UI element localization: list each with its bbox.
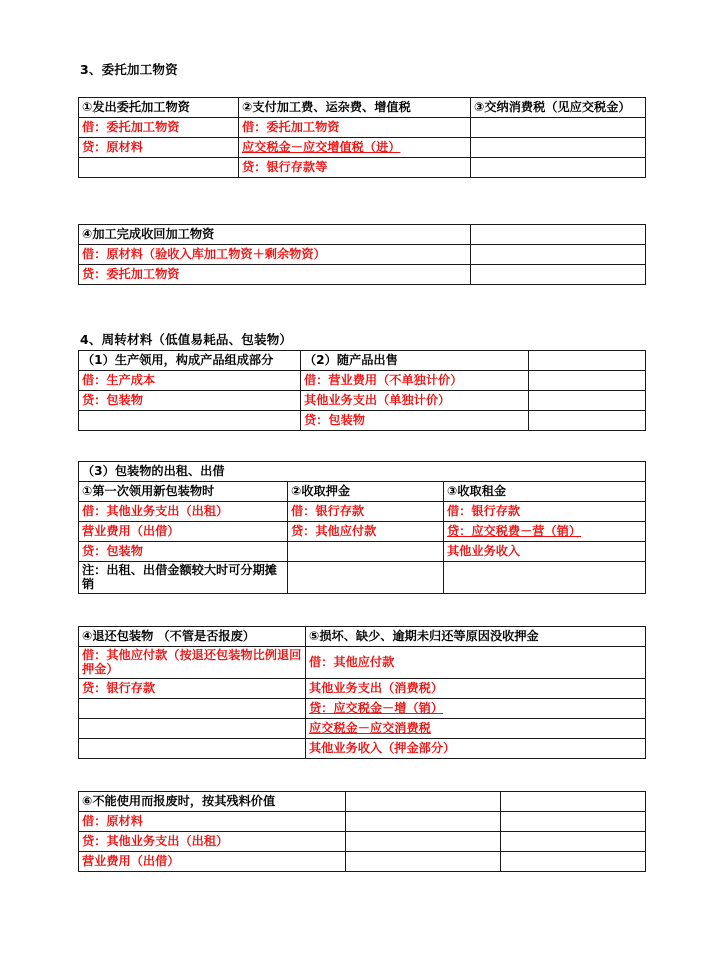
cell-blank [471,158,646,178]
table-packaging-rent-lend [78,461,646,594]
cell-blank [501,792,646,812]
cell-debit-raw-material: 借：原材料 [79,812,346,832]
cell-blank [346,792,501,812]
cell-note-amortization: 注：出租、出借金额较大时可分期摊销 [79,562,288,594]
table-row [79,118,646,138]
cell-debit-other-business: 借：其他业务支出（出租） [79,502,288,522]
cell-blank [79,158,239,178]
cell-debit-2: 借：委托加工物资 [239,118,471,138]
cell-debit-operating-expense: 借：营业费用（不单独计价） [301,371,529,391]
cell-header-return-packaging: ④退还包装物 （不管是否报废） [79,627,306,647]
cell-header-first-use: ①第一次领用新包装物时 [79,482,288,502]
cell-blank [471,265,646,285]
cell-blank [471,118,646,138]
cell-header-1: ①发出委托加工物资 [79,98,239,118]
cell-blank [346,852,501,872]
table-row [79,852,646,872]
table-row [79,627,646,647]
cell-credit-bank-return: 贷：银行存款 [79,678,306,698]
table-row [79,738,646,758]
cell-blank [529,351,646,371]
cell-blank [288,562,444,594]
cell-blank [501,852,646,872]
table-row [79,522,646,542]
cell-tax-vat: 应交税金－应交增值税（进） [239,138,471,158]
table-row [79,391,646,411]
cell-tax-consumption: 应交税金－应交消费税 [306,718,646,738]
cell-credit-bank: 贷：银行存款等 [239,158,471,178]
cell-debit-bank-2: 借：银行存款 [444,502,646,522]
table-entrusted-processing [78,97,646,178]
cell-blank [79,698,306,718]
section-heading-3: 3、委托加工物资 [80,62,178,77]
cell-header-forfeit-deposit: ⑤损坏、缺少、逾期未归还等原因没收押金 [306,627,646,647]
cell-header-with-product: （2）随产品出售 [301,351,529,371]
cell-blank [288,542,444,562]
cell-header-recover: ④加工完成收回加工物资 [79,225,471,245]
table-row [79,411,646,431]
cell-blank [471,138,646,158]
cell-blank [501,832,646,852]
cell-credit-packaging-3: 贷：包装物 [79,542,288,562]
table-row [79,562,646,594]
table-row [79,698,646,718]
cell-credit-packaging-2: 贷：包装物 [301,411,529,431]
cell-credit-packaging: 贷：包装物 [79,391,301,411]
cell-credit-entrusted: 贷：委托加工物资 [79,265,471,285]
cell-blank [79,411,301,431]
table-row [79,225,646,245]
cell-other-business-expense: 其他业务支出（单独计价） [301,391,529,411]
cell-blank [501,812,646,832]
table-scrap-residual-value [78,791,646,872]
cell-debit-1: 借：委托加工物资 [79,118,239,138]
cell-blank [471,245,646,265]
table-row [79,351,646,371]
cell-blank [529,371,646,391]
cell-title-rent-lend: （3）包装物的出租、出借 [79,462,646,482]
table-row [79,792,646,812]
cell-debit-other-payable-return: 借：其他应付款（按退还包装物比例退回押金） [79,647,306,679]
table-row [79,647,646,679]
section-heading-4: 4、周转材料（低值易耗品、包装物） [80,332,293,347]
cell-blank [79,738,306,758]
cell-credit-tax-vat-sale: 贷：应交税金－增（销） [306,698,646,718]
cell-blank [529,391,646,411]
cell-credit-other-business-rent: 贷：其他业务支出（出租） [79,832,346,852]
table-row [79,158,646,178]
table-row [79,718,646,738]
cell-debit-production-cost: 借：生产成本 [79,371,301,391]
cell-credit-tax-business: 贷：应交税费－营（销） [444,522,646,542]
table-row [79,371,646,391]
cell-header-rent: ③收取租金 [444,482,646,502]
cell-blank [529,411,646,431]
table-row [79,678,646,698]
table-row [79,245,646,265]
table-row [79,542,646,562]
table-return-and-forfeit [78,626,646,759]
table-row [79,832,646,852]
cell-blank [346,832,501,852]
cell-credit-1: 贷：原材料 [79,138,239,158]
cell-other-business-income: 其他业务收入 [444,542,646,562]
table-row [79,462,646,482]
cell-operating-expense-lend: 营业费用（出借） [79,522,288,542]
cell-blank [346,812,501,832]
table-row [79,138,646,158]
cell-header-3: ③交纳消费税（见应交税金） [471,98,646,118]
cell-operating-expense-lend-2: 营业费用（出借） [79,852,346,872]
table-row [79,502,646,522]
cell-other-business-income-deposit: 其他业务收入（押金部分） [306,738,646,758]
cell-debit-other-payable: 借：其他应付款 [306,647,646,679]
table-entrusted-processing-recover [78,224,646,285]
cell-debit-bank-1: 借：银行存款 [288,502,444,522]
cell-blank [444,562,646,594]
cell-debit-material: 借：原材料（验收入库加工物资＋剩余物资） [79,245,471,265]
cell-blank [471,225,646,245]
cell-credit-other-payable: 贷：其他应付款 [288,522,444,542]
table-row [79,482,646,502]
cell-header-deposit: ②收取押金 [288,482,444,502]
table-row [79,265,646,285]
table-row [79,812,646,832]
cell-other-business-expense-consumption: 其他业务支出（消费税） [306,678,646,698]
cell-header-production: （1）生产领用，构成产品组成部分 [79,351,301,371]
table-production-and-sale [78,350,646,431]
cell-header-2: ②支付加工费、运杂费、增值税 [239,98,471,118]
cell-header-scrap: ⑥不能使用而报废时，按其残料价值 [79,792,346,812]
table-row [79,98,646,118]
cell-blank [79,718,306,738]
